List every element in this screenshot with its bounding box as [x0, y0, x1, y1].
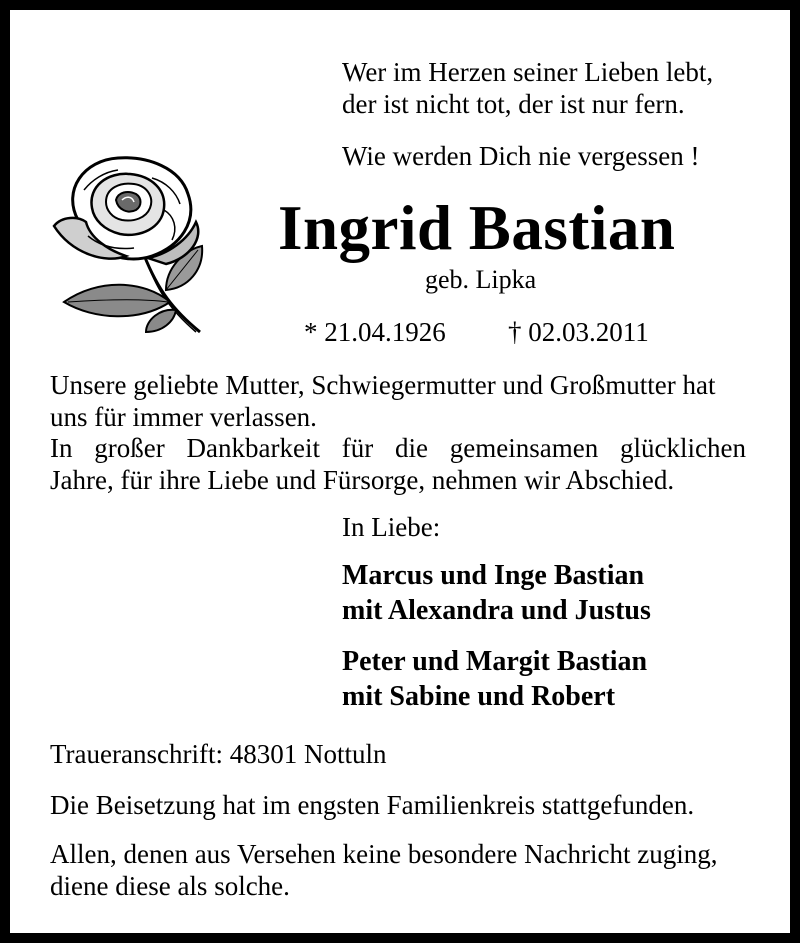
family-1-line-1: Marcus und Inge Bastian: [342, 560, 645, 591]
mourning-address: Traueranschrift: 48301 Nottuln: [50, 739, 387, 769]
epitaph-line-1: Wer im Herzen seiner Lieben lebt,: [342, 57, 714, 87]
message-line-4: Jahre, für ihre Liebe und Fürsorge, nehmen wir Abschied.: [50, 465, 675, 495]
notice-line-2: diene diese als solche.: [50, 871, 290, 901]
deceased-name: Ingrid Bastian: [278, 193, 676, 263]
message-line-1: Unsere geliebte Mutter, Schwiegermutter und Großmutter hat: [50, 370, 716, 400]
message-line-2: uns für immer verlassen.: [50, 402, 317, 432]
family-2-line-2: mit Sabine und Robert: [342, 681, 616, 712]
epitaph-line-2: der ist nicht tot, der ist nur fern.: [342, 89, 685, 119]
death-date: † 02.03.2011: [508, 317, 649, 347]
notice-line-1: Allen, denen aus Versehen keine besondere Nachricht zuging,: [50, 839, 718, 869]
maiden-name: geb. Lipka: [425, 265, 537, 294]
epitaph-line-3: Wie werden Dich nie vergessen !: [342, 141, 700, 171]
birth-date: * 21.04.1926: [304, 317, 446, 347]
funeral-note: Die Beisetzung hat im engsten Familienkreis stattgefunden.: [50, 790, 695, 820]
message-line-3: In großer Dankbarkeit für die gemeinsamen glücklichen: [50, 433, 746, 463]
family-2-line-1: Peter und Margit Bastian: [342, 646, 648, 677]
family-1-line-2: mit Alexandra und Justus: [342, 595, 651, 626]
rose-icon: [48, 150, 208, 335]
mourners-intro: In Liebe:: [342, 512, 441, 542]
